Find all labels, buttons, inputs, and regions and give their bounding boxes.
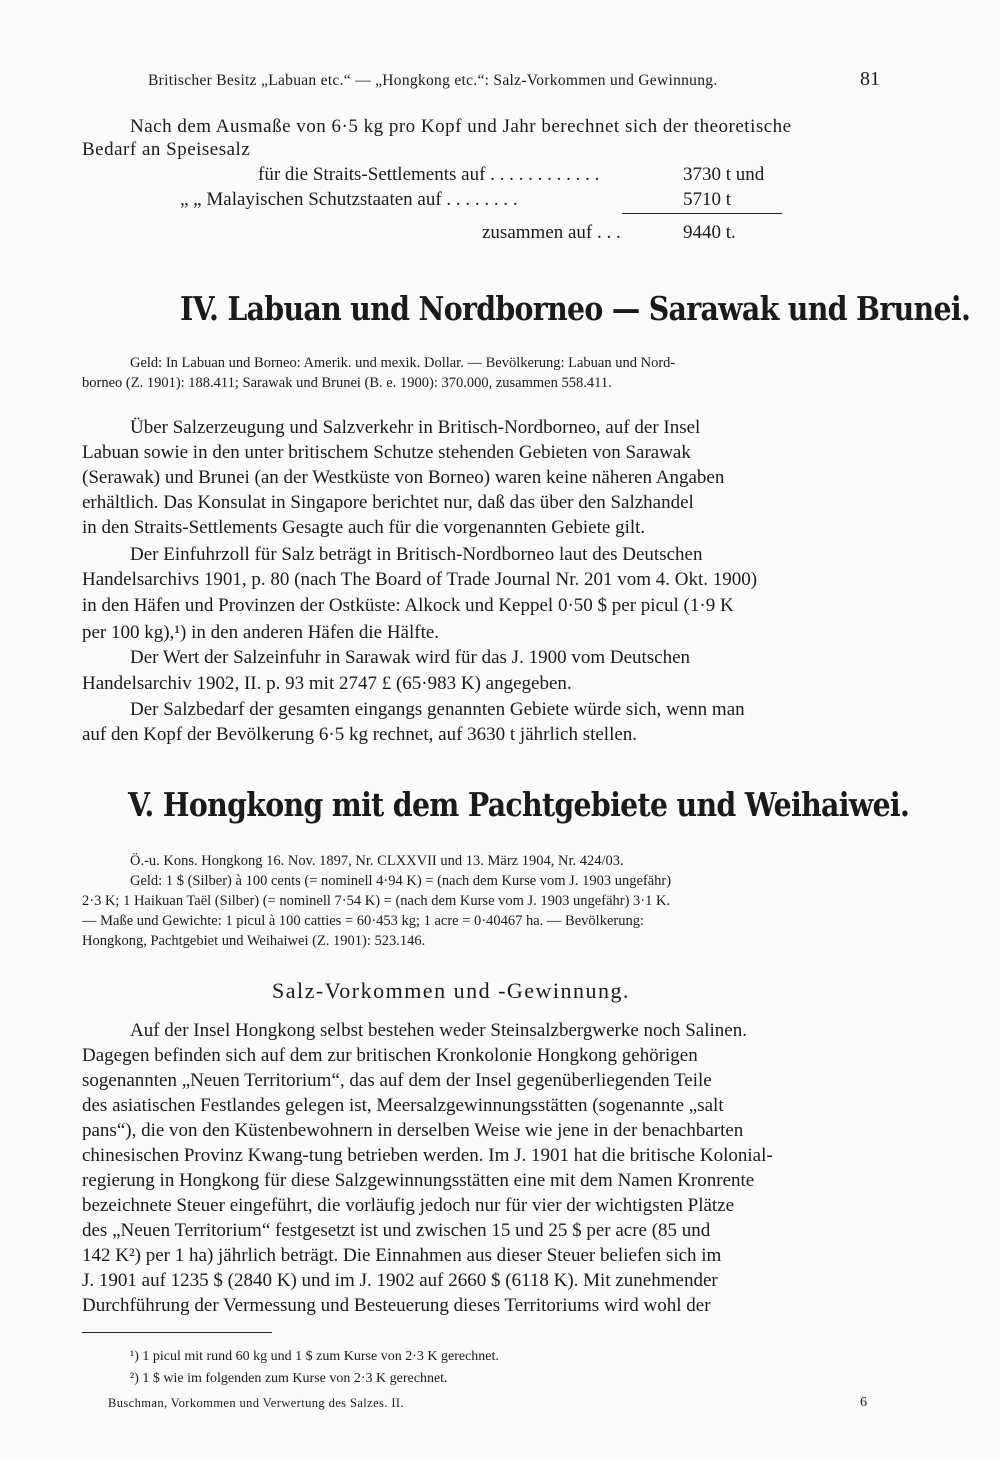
paragraph-line: Der Wert der Salzeinfuhr in Sarawak wird für das J. 1900 vom Deutschen (130, 647, 691, 668)
paragraph-line: auf den Kopf der Bevölkerung 6·5 kg rechnet, auf 3630 t jährlich stellen. (82, 724, 638, 745)
malay-label: „ „ Malayischen Schutzstaaten auf . . . . . . . . (180, 189, 518, 210)
paragraph-line: Labuan sowie in den unter britischem Schutze stehenden Gebieten von Sarawak (82, 442, 691, 463)
paragraph-line: 142 K²) per 1 ha) jährlich beträgt. Die Einnahmen aus dieser Steuer beliefen sich im (82, 1245, 722, 1266)
section-iv-heading: IV. Labuan und Nordborneo — Sarawak und Brunei. (180, 289, 971, 328)
paragraph-line: des asiatischen Festlandes gelegen ist, Meersalzgewinnungsstätten (sogenannte „salt (82, 1095, 724, 1116)
intro-line-1: Nach dem Ausmaße von 6·5 kg pro Kopf und Jahr berechnet sich der theoretische (130, 116, 792, 137)
paragraph-line: Über Salzerzeugung und Salzverkehr in Britisch-Nordborneo, auf der Insel (130, 417, 701, 438)
sheet-number: 6 (860, 1395, 867, 1410)
meta-line: 2·3 K; 1 Haikuan Taël (Silber) (= nominell 7·54 K) = (nach dem Kurse vom J. 1903 ungefähr) 3·1 K. (82, 893, 671, 909)
subheading: Salz-Vorkommen und -Gewinnung. (272, 978, 631, 1003)
footnote: ²) 1 $ wie im folgenden zum Kurse von 2·3 K gerechnet. (130, 1371, 448, 1386)
total-label: zusammen auf . . . (482, 222, 621, 243)
section-iv-meta-1: Geld: In Labuan und Borneo: Amerik. und mexik. Dollar. — Bevölkerung: Labuan und Nord- (130, 355, 676, 371)
total-value: 9440 t. (683, 222, 736, 243)
footnote: ¹) 1 picul mit rund 60 kg und 1 $ zum Kurse von 2·3 K gerechnet. (130, 1349, 499, 1364)
meta-line: Hongkong, Pachtgebiet und Weihaiwei (Z. 1901): 523.146. (82, 933, 426, 949)
paragraph-line: per 100 kg),¹) in den anderen Häfen die Hälfte. (82, 622, 440, 643)
straits-value: 3730 t und (683, 164, 765, 185)
paragraph-line: Der Einfuhrzoll für Salz beträgt in Britisch-Nordborneo laut des Deutschen (130, 544, 703, 565)
malay-value: 5710 t (683, 189, 732, 210)
paragraph-line: erhältlich. Das Konsulat in Singapore berichtet nur, daß das über den Salzhandel (82, 492, 694, 513)
meta-line: Ö.-u. Kons. Hongkong 16. Nov. 1897, Nr. CLXXVII und 13. März 1904, Nr. 424/03. (130, 853, 624, 869)
paragraph-line: in den Häfen und Provinzen der Ostküste: Alkock und Keppel 0·50 $ per picul (1·9 K (82, 595, 734, 616)
paragraph-line: J. 1901 auf 1235 $ (2840 K) und im J. 1902 auf 2660 $ (6118 K). Mit zunehmender (82, 1270, 718, 1291)
section-iv-meta-2: borneo (Z. 1901): 188.411; Sarawak und Brunei (B. e. 1900): 370.000, zusammen 558.411. (82, 375, 612, 391)
page-number: 81 (860, 68, 880, 90)
intro-line-2: Bedarf an Speisesalz (82, 139, 251, 160)
paragraph-line: bezeichnete Steuer eingeführt, die vorläufig jedoch nur für vier der wichtigsten Plätze (82, 1195, 735, 1216)
paragraph-line: Durchführung der Vermessung und Besteuerung dieses Territoriums wird wohl der (82, 1295, 711, 1316)
section-v-heading: V. Hongkong mit dem Pachtgebiete und Weihaiwei. (128, 785, 910, 824)
paragraph-line: Auf der Insel Hongkong selbst bestehen weder Steinsalzbergwerke noch Salinen. (130, 1020, 747, 1041)
printer-signature: Buschman, Vorkommen und Verwertung des Salzes. II. (108, 1396, 405, 1410)
paragraph-line: sogenannten „Neuen Territorium“, das auf dem der Insel gegenüberliegenden Teile (82, 1070, 712, 1091)
paragraph-line: Handelsarchiv 1902, II. p. 93 mit 2747 £ (65·983 K) angegeben. (82, 673, 572, 694)
paragraph-line: (Serawak) und Brunei (an der Westküste von Borneo) waren keine näheren Angaben (82, 467, 725, 488)
paragraph-line: chinesischen Provinz Kwang-tung betrieben werden. Im J. 1901 hat die britische Kolonial- (82, 1145, 773, 1166)
paragraph-line: pans“), die von den Küstenbewohnern in derselben Weise wie jene in der benachbarten (82, 1120, 744, 1141)
sum-rule (622, 213, 782, 214)
meta-line: — Maße und Gewichte: 1 picul à 100 catties = 60·453 kg; 1 acre = 0·40467 ha. — Bevölkerung: (82, 913, 644, 929)
paragraph-line: Der Salzbedarf der gesamten eingangs genannten Gebiete würde sich, wenn man (130, 699, 745, 720)
paragraph-line: in den Straits-Settlements Gesagte auch für die vorgenannten Gebiete gilt. (82, 517, 646, 538)
paragraph-line: Dagegen befinden sich auf dem zur britischen Kronkolonie Hongkong gehörigen (82, 1045, 698, 1066)
footnote-rule (82, 1332, 272, 1333)
paragraph-line: Handelsarchivs 1901, p. 80 (nach The Board of Trade Journal Nr. 201 vom 4. Okt. 1900) (82, 569, 758, 590)
straits-label: für die Straits-Settlements auf . . . . . . . . . . . . (258, 164, 600, 185)
paragraph-line: regierung in Hongkong für diese Salzgewinnungsstätten eine mit dem Namen Kronrente (82, 1170, 755, 1191)
paragraph-line: des „Neuen Territorium“ festgesetzt ist und zwischen 15 und 25 $ per acre (85 und (82, 1220, 711, 1241)
running-title: Britischer Besitz „Labuan etc.“ — „Hongkong etc.“: Salz-Vorkommen und Gewinnung. (148, 72, 718, 89)
meta-line: Geld: 1 $ (Silber) à 100 cents (= nominell 4·94 K) = (nach dem Kurse vom J. 1903 ungefähr) (130, 873, 672, 889)
